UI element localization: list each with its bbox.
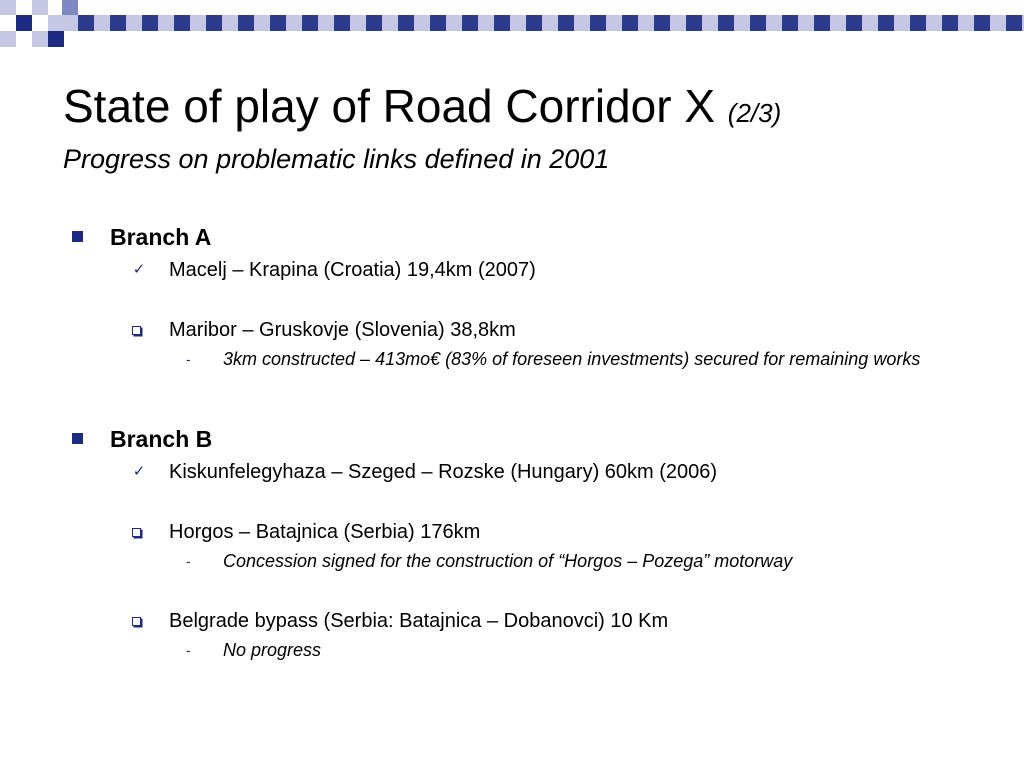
deco-square [48,31,64,47]
deco-square [0,31,16,47]
note-text: No progress [223,640,322,660]
dash-icon: - [186,642,191,658]
deco-square [32,31,48,47]
header-decoration [0,0,1024,56]
checkbox-icon [132,617,141,626]
slide-title [63,78,781,141]
square-bullet-icon [72,231,83,242]
item-text: Belgrade bypass (Serbia: Batajnica – Dobanovci) 10 Km [169,610,669,632]
checkbox-icon [132,528,141,537]
deco-square [0,0,16,15]
item-text: Horgos – Batajnica (Serbia) 176km [169,521,481,543]
deco-square [48,15,78,31]
deco-square [62,0,78,15]
deco-square [32,0,48,15]
title-text: State of play of Road Corridor X [63,80,715,132]
note-text: 3km constructed – 413mo€ (83% of foreseen investments) secured for remaining works [223,349,921,369]
checkbox-icon [132,326,141,335]
item-text: Maribor – Gruskovje (Slovenia) 38,8km [169,319,516,341]
item-text: Macelj – Krapina (Croatia) 19,4km (2007) [169,259,536,281]
dash-icon: - [186,553,191,569]
checkmark-icon: ✓ [132,463,146,480]
checkmark-icon: ✓ [132,261,146,278]
deco-square [16,15,32,31]
note-text: Concession signed for the construction of “Horgos – Pozega” motorway [223,551,793,571]
square-bullet-icon [72,433,83,444]
header-stripe-band [78,15,1024,31]
branch-label: Branch A [110,224,212,250]
slide-subtitle: Progress on problematic links defined in 2001 [63,144,610,174]
title-part: (2/3) [727,98,782,128]
dash-icon: - [186,351,191,367]
item-text: Kiskunfelegyhaza – Szeged – Rozske (Hungary) 60km (2006) [169,461,718,483]
branch-label: Branch B [110,426,213,452]
